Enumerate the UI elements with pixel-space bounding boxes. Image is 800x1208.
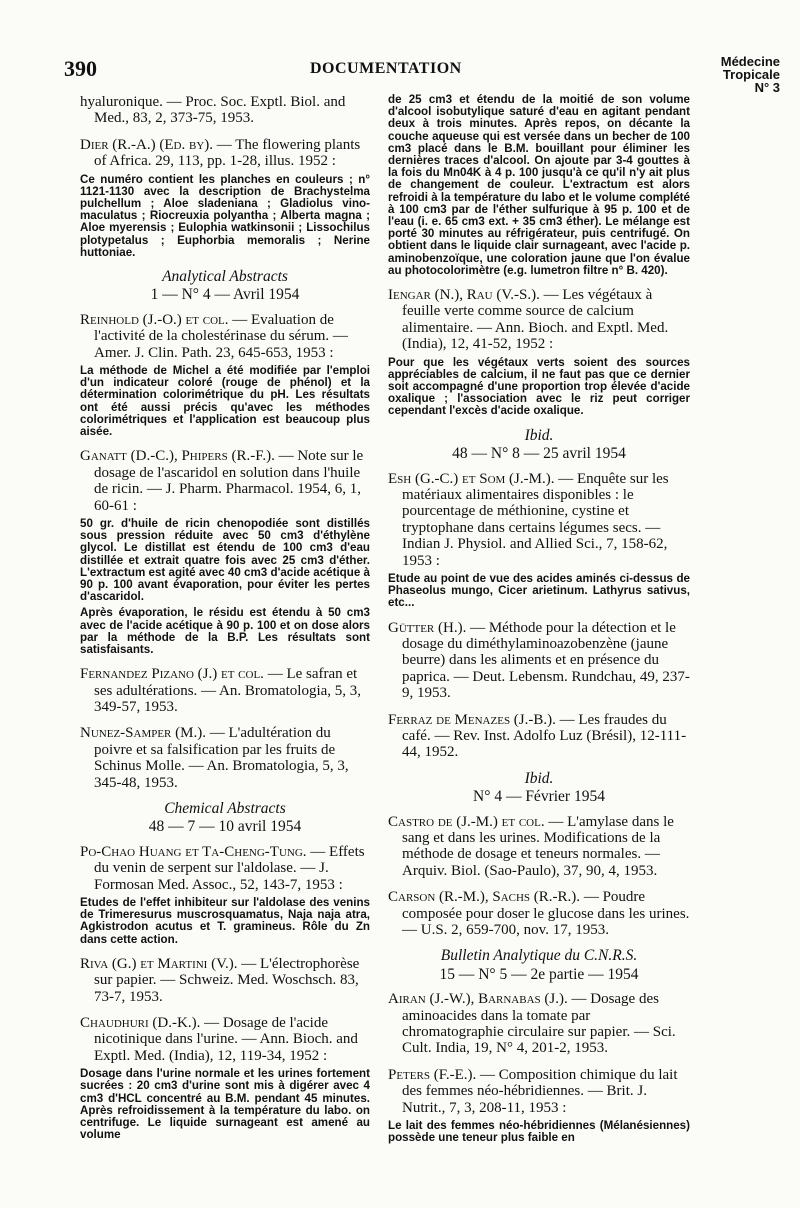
entry-author: Fernandez Pizano (J.) et col. xyxy=(80,666,264,683)
entry-author: Carson (R.-M.), Sachs (R.-R.). xyxy=(388,889,581,906)
entry-note: Ce numéro contient les planches en couleurs ; n° 1121-1130 avec la description de Brachystelma pulchellum ; Aloe sladeniana ; Gladiolus vino-maculatus ; Riocreuxia polyantha ; Alberta magna ; Aloe myerensis ; Eulophia watkinsonii ; Lissochilus plotypetalus ; Euphorbia memoralis ; Nerine huttoniae. xyxy=(80,172,370,259)
entry-author: Gütter (H.). xyxy=(388,619,467,636)
entry-esh xyxy=(388,471,690,569)
entry-castro xyxy=(388,814,690,880)
entry-author: Airan (J.-W.), Barnabas (J.). xyxy=(388,991,568,1008)
entry-peters xyxy=(388,1067,690,1116)
entry-airan xyxy=(388,991,690,1057)
entry-continued: hyaluronique. — Proc. Soc. Exptl. Biol. and Med., 83, 2, 373-75, 1953. xyxy=(80,94,346,127)
entry-fernandez xyxy=(80,666,370,715)
entry-text: — Les fraudes du café. — Rev. Inst. Adolfo Luz (Brésil), 12-111-44, 1952. xyxy=(402,711,687,761)
entry-text: — Composition chimique du lait des femmes néo-hébridiennes. — Brit. J. Nutrit., 7, 3, 208-11, 1953 : xyxy=(402,1066,678,1116)
entry-author: Riva (G.) et Martini (V.). xyxy=(80,955,238,972)
entry-text: — Dosage de l'acide nicotinique dans l'urine. — Ann. Bioch. and Exptl. Med. (India), 12, 119-34, 1952 : xyxy=(94,1015,358,1064)
entry-note: 50 gr. d'huile de ricin chenopodiée sont distillés sous pression réduite avec 50 cm3 d'éthylène glycol. Le distillat est étendu de 100 cm3 d'eau distillée et extrait quatre fois avec 25 cm3 d'éther. L'extractum est agité avec 40 cm3 d'acide acétique à 90 p. 100 avant évaporation, pour éviter les pertes d'ascaridol. xyxy=(80,516,370,604)
entry-text: — Le safran et ses adultérations. — An. Bromatologia, 5, 3, 349-57, 1953. xyxy=(94,666,362,715)
entry-note: Pour que les végétaux verts soient des sources appréciables de calcium, il ne faut pas que ce dernier soit accompagné d'une proportion trop élevée d'acide oxalique ; l'association avec le riz peut corriger cependant l'excès d'acide oxalique. xyxy=(388,355,690,418)
entry-gutter xyxy=(388,620,690,702)
section-title: Chemical Abstracts xyxy=(164,800,286,817)
entry-text: — L'adultération du poivre et sa falsification par les fruits de Schinus Molle. — An. Bromatologia, 5, 3, 345-48, 1953. xyxy=(94,725,349,791)
entry-riva xyxy=(80,956,370,1005)
entry-chaudhuri xyxy=(80,1015,370,1064)
entry-author: Esh (G.-C.) et Som (J.-M.). xyxy=(388,470,555,487)
journal-line-2: Tropicale xyxy=(722,67,780,82)
issue-line: N° 4 — Février 1954 xyxy=(473,788,605,806)
entry-author: Chaudhuri (D.-K.). xyxy=(80,1015,201,1032)
entry-note: Etudes de l'effet inhibiteur sur l'aldolase des venins de Trimeresurus muscrosquamatus, Naja naja atra, Agkistrodon acutus et T. gramineus. Rôle du Zn dans cette action. xyxy=(80,896,370,946)
entry-text: — Poudre composée pour doser le glucose dans les urines. — U.S. 2, 659-700, nov. 17, 1953. xyxy=(402,889,690,939)
entry-note-continued: de 25 cm3 et étendu de la moitié de son volume d'alcool isobutylique saturé d'eau en agitant pendant deux à trois minutes. Après repos, on décante la couche aqueuse qui est versée dans un becher de 100 cm3 placé dans le B.M. bouillant pour éliminer les dernières traces d'alcool. On ajoute par 3-4 gouttes à la fois du Mn04K à 4 p. 100 jusqu'à ce qu'il n'y ait plus de changement de couleur. L'extractum est alors refroidi à la température du labo et le volume complété à 100 cm3 par de l'éther sulfurique à 95 p. 100 et de l'eau (i. e. 65 cm3 ext. + 35 cm3 éther). Le mélange est porté 30 minutes au réfrigérateur, puis centrifugé. On obtient dans le liquide clair surnageant, avec l'acide p. aminobenzoïque, une coloration jaune que l'on évalue au photocolorimètre (e.g. lumetron filtre n° B. 420). xyxy=(388,93,690,277)
section-title: Analytical Abstracts xyxy=(162,268,288,286)
entry-note: Dosage dans l'urine normale et les urines fortement sucrées : 20 cm3 d'urine sont mis à digérer avec 4 cm3 d'HCL concentré au B.M. pendant 45 minutes. Après refroidissement à la température du labo. on centrifuge. Le liquide surnageant est amené au volume xyxy=(80,1067,370,1142)
running-title: DOCUMENTATION xyxy=(310,60,462,77)
entry-text: — The flowering plants of Africa. 29, 113, pp. 1-28, illus. 1952 : xyxy=(94,136,361,170)
entry-text: — Méthode pour la détection et le dosage du diméthylaminoazobenzène (jaune beurre) dans les aliments et en présence du paprica. — Deut. Lebensm. Rundchau, 49, 237-9, 1953. xyxy=(402,619,690,702)
entry-text: — Note sur le dosage de l'ascaridol en solution dans l'huile de ricin. — J. Pharm. Pharmacol. 1954, 6, 1, 60-61 : xyxy=(94,448,364,514)
entry-author: Reinhold (J.-O.) et col. xyxy=(80,311,229,328)
entry-text: — L'amylase dans le sang et dans les urines. Modifications de la méthode de dosage et teneurs normales. — Arquiv. Biol. (Sao-Paulo), 37, 90, 4, 1953. xyxy=(402,813,674,879)
journal-line-1: Médecine xyxy=(720,54,780,69)
entry-ferraz xyxy=(388,712,690,761)
section-title: Ibid. xyxy=(524,769,554,787)
entry-author: Po-Chao Huang et Ta-Cheng-Tung. xyxy=(80,843,307,860)
entry-note: Le lait des femmes néo-hébridiennes (Mélanésiennes) possède une teneur plus faible en xyxy=(388,1119,690,1145)
entry-note: Etude au point de vue des acides aminés ci-dessus de Phaseolus mungo, Cicer arietinum. Lathyrus sativus, etc... xyxy=(388,571,690,610)
issue-line: 1 — N° 4 — Avril 1954 xyxy=(150,286,300,304)
section-title: Bulletin Analytique du C.N.R.S. xyxy=(440,947,638,965)
page-number: 390 xyxy=(64,56,97,81)
entry-note: La méthode de Michel a été modifiée par l'emploi d'un indicateur coloré (rouge de phénol) et la détermination colorimétrique du pH. Les résultats ont été aussi précis qu'avec les méthodes colorimétriques et l'application est beaucoup plus aisée. xyxy=(80,364,370,439)
entry-text: — Les végétaux à feuille verte comme source de calcium alimentaire. — Ann. Bioch. and Exptl. Med. (India), 12, 41-52, 1952 : xyxy=(402,287,669,353)
entry-text: — Enquête sur les matériaux alimentaires disponibles : le pourcentage de méthionine, cystine et tryptophane dans certains légumes secs. — Indian J. Physiol. and Allied Sci., 7, 158-62, 1953 : xyxy=(402,470,669,569)
entry-reinhold xyxy=(80,312,370,361)
issue-line: 15 — N° 5 — 2e partie — 1954 xyxy=(439,965,639,983)
entry-nunez xyxy=(80,725,370,791)
entry-author: Dier (R.-A.) (Ed. by). xyxy=(80,136,214,153)
left-column xyxy=(80,94,370,1152)
section-title: Ibid. xyxy=(524,426,554,444)
entry-carson xyxy=(388,889,690,938)
entry-note-2: Après évaporation, le résidu est étendu à 50 cm3 avec de l'acide acétique à 90 p. 100 et on dose alors par la méthode de la B.P. Les résultats sont satisfaisants. xyxy=(80,606,370,656)
entry-author: Ferraz de Menazes (J.-B.). xyxy=(388,711,556,728)
entry-text: — L'électrophorèse sur papier. — Schweiz. Med. Woschsch. 83, 73-7, 1953. xyxy=(94,955,360,1005)
entry-author: Peters (F.-E.). xyxy=(388,1066,477,1083)
issue-line: 48 — N° 8 — 25 avril 1954 xyxy=(452,445,626,463)
entry-text: — Effets du venin de serpent sur l'aldolase. — J. Formosan Med. Assoc., 52, 143-7, 1953 : xyxy=(94,843,365,893)
journal-line-3: N° 3 xyxy=(754,80,780,95)
issue-line: 48 — 7 — 10 avril 1954 xyxy=(148,818,302,836)
entry-ganatt xyxy=(80,448,370,514)
entry-huang xyxy=(80,844,370,893)
entry-iengar xyxy=(388,287,690,353)
entry-dier xyxy=(80,137,370,170)
entry-author: Iengar (N.), Rau (V.-S.). xyxy=(388,287,540,304)
entry-author: Ganatt (D.-C.), Phipers (R.-F.). xyxy=(80,448,275,465)
entry-author: Castro de (J.-M.) et col. xyxy=(388,813,545,830)
entry-text: — Dosage des aminoacides dans la tomate par chromatographie circulaire sur papier. — Sci. Cult. India, 19, N° 4, 201-2, 1953. xyxy=(402,991,676,1057)
entry-author: Nunez-Samper (M.). xyxy=(80,725,206,742)
entry-text: — Evaluation de l'activité de la cholestérinase du sérum. — Amer. J. Clin. Path. 23, 645-653, 1953 : xyxy=(94,311,348,361)
right-column xyxy=(388,94,690,1155)
journal-label xyxy=(690,55,780,94)
